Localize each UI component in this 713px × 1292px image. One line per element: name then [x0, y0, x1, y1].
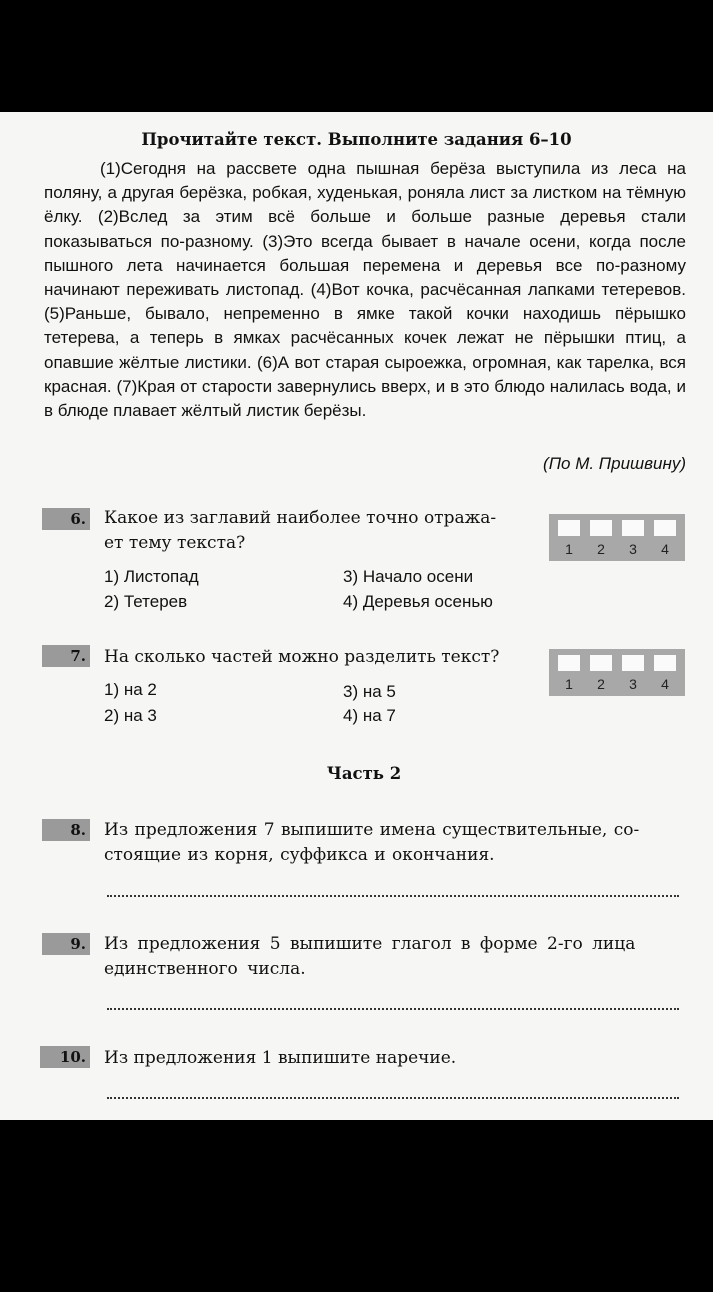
answer-number-4: 4: [661, 541, 669, 557]
task-8-line-1: Из предложения 7 выпишите имена существительные, со-: [104, 820, 640, 840]
question-7-option-3: 3) на 5: [343, 682, 396, 701]
question-6-text: [104, 506, 496, 556]
answer-line-8[interactable]: [107, 895, 679, 897]
task-10-number: 10.: [40, 1046, 90, 1068]
answer-number-2: 2: [597, 676, 605, 692]
task-9-text: [104, 932, 635, 982]
answer-cell-1[interactable]: [558, 655, 580, 671]
answer-number-3: 3: [629, 676, 637, 692]
answer-cell-2[interactable]: [590, 520, 612, 536]
task-10-line-1: Из предложения 1 выпишите наречие.: [104, 1048, 457, 1068]
question-6-option-1: 1) Листопад: [104, 567, 199, 586]
question-7-number: 7.: [42, 645, 90, 667]
part-2-title: Часть 2: [326, 764, 402, 783]
reading-passage: (1)Сегодня на рассвете одна пышная берёза выступила из леса на поляну, а другая берёзка, робкая, худенькая, роняла лист за листком на тёмную ёлку. (2)Вслед за этим всё больше и больше разные деревья стали показываться по-разному. (3)Это всегда бывает в начале осени, когда после пышного лета начинается большая перемена и деревья все по-разному начинают переживать листопад. (4)Вот кочка, расчёсанная лапками тетеревов. (5)Раньше, бывало, непременно в ямке такой кочки находишь пёрышко тетерева, а теперь в ямках расчёсанных кочек лежат не пёрышки птиц, а опавшие жёлтые листики. (6)А вот старая сыроежка, огромная, как тарелка, вся красная. (7)Края от старости завернулись вверх, и в это блюдо налилась вода, и в блюде плавает жёлтый листик берёзы.: [44, 159, 686, 421]
task-9-line-1: Из предложения 5 выпишите глагол в форме 2-го лица: [104, 934, 636, 954]
question-6-line-2: ет тему текста?: [104, 533, 246, 553]
answer-number-4: 4: [661, 676, 669, 692]
question-7-option-2: 2) на 3: [104, 706, 157, 725]
task-9-line-2: единственного числа.: [104, 959, 306, 979]
task-8-line-2: стоящие из корня, суффикса и окончания.: [104, 845, 495, 865]
answer-cell-1[interactable]: [558, 520, 580, 536]
author-attribution: (По М. Пришвину): [543, 454, 686, 473]
task-10-text: [104, 1046, 456, 1071]
section-heading: Прочитайте текст. Выполните задания 6–10: [141, 130, 572, 149]
answer-box-6: [549, 514, 685, 561]
question-6-number: 6.: [42, 508, 90, 530]
answer-line-10[interactable]: [107, 1097, 679, 1099]
question-6-option-3: 3) Начало осени: [343, 567, 474, 586]
answer-number-3: 3: [629, 541, 637, 557]
answer-cell-2[interactable]: [590, 655, 612, 671]
worksheet-page: [0, 112, 713, 1120]
task-8-number: 8.: [42, 819, 90, 841]
question-6-line-1: Какое из заглавий наиболее точно отража-: [104, 508, 497, 528]
question-6-option-4: 4) Деревья осенью: [343, 592, 493, 611]
answer-line-9[interactable]: [107, 1008, 679, 1010]
answer-box-7: [549, 649, 685, 696]
answer-number-1: 1: [565, 676, 573, 692]
answer-cell-4[interactable]: [654, 520, 676, 536]
answer-cell-3[interactable]: [622, 655, 644, 671]
question-7-line-1: На сколько частей можно разделить текст?: [104, 647, 500, 667]
answer-cell-4[interactable]: [654, 655, 676, 671]
task-9-number: 9.: [42, 933, 90, 955]
answer-cell-3[interactable]: [622, 520, 644, 536]
answer-number-1: 1: [565, 541, 573, 557]
answer-number-2: 2: [597, 541, 605, 557]
task-8-text: [104, 818, 639, 868]
question-7-option-4: 4) на 7: [343, 706, 396, 725]
question-7-option-1: 1) на 2: [104, 680, 157, 699]
question-6-option-2: 2) Тетерев: [104, 592, 188, 611]
question-7-text: [104, 645, 499, 670]
